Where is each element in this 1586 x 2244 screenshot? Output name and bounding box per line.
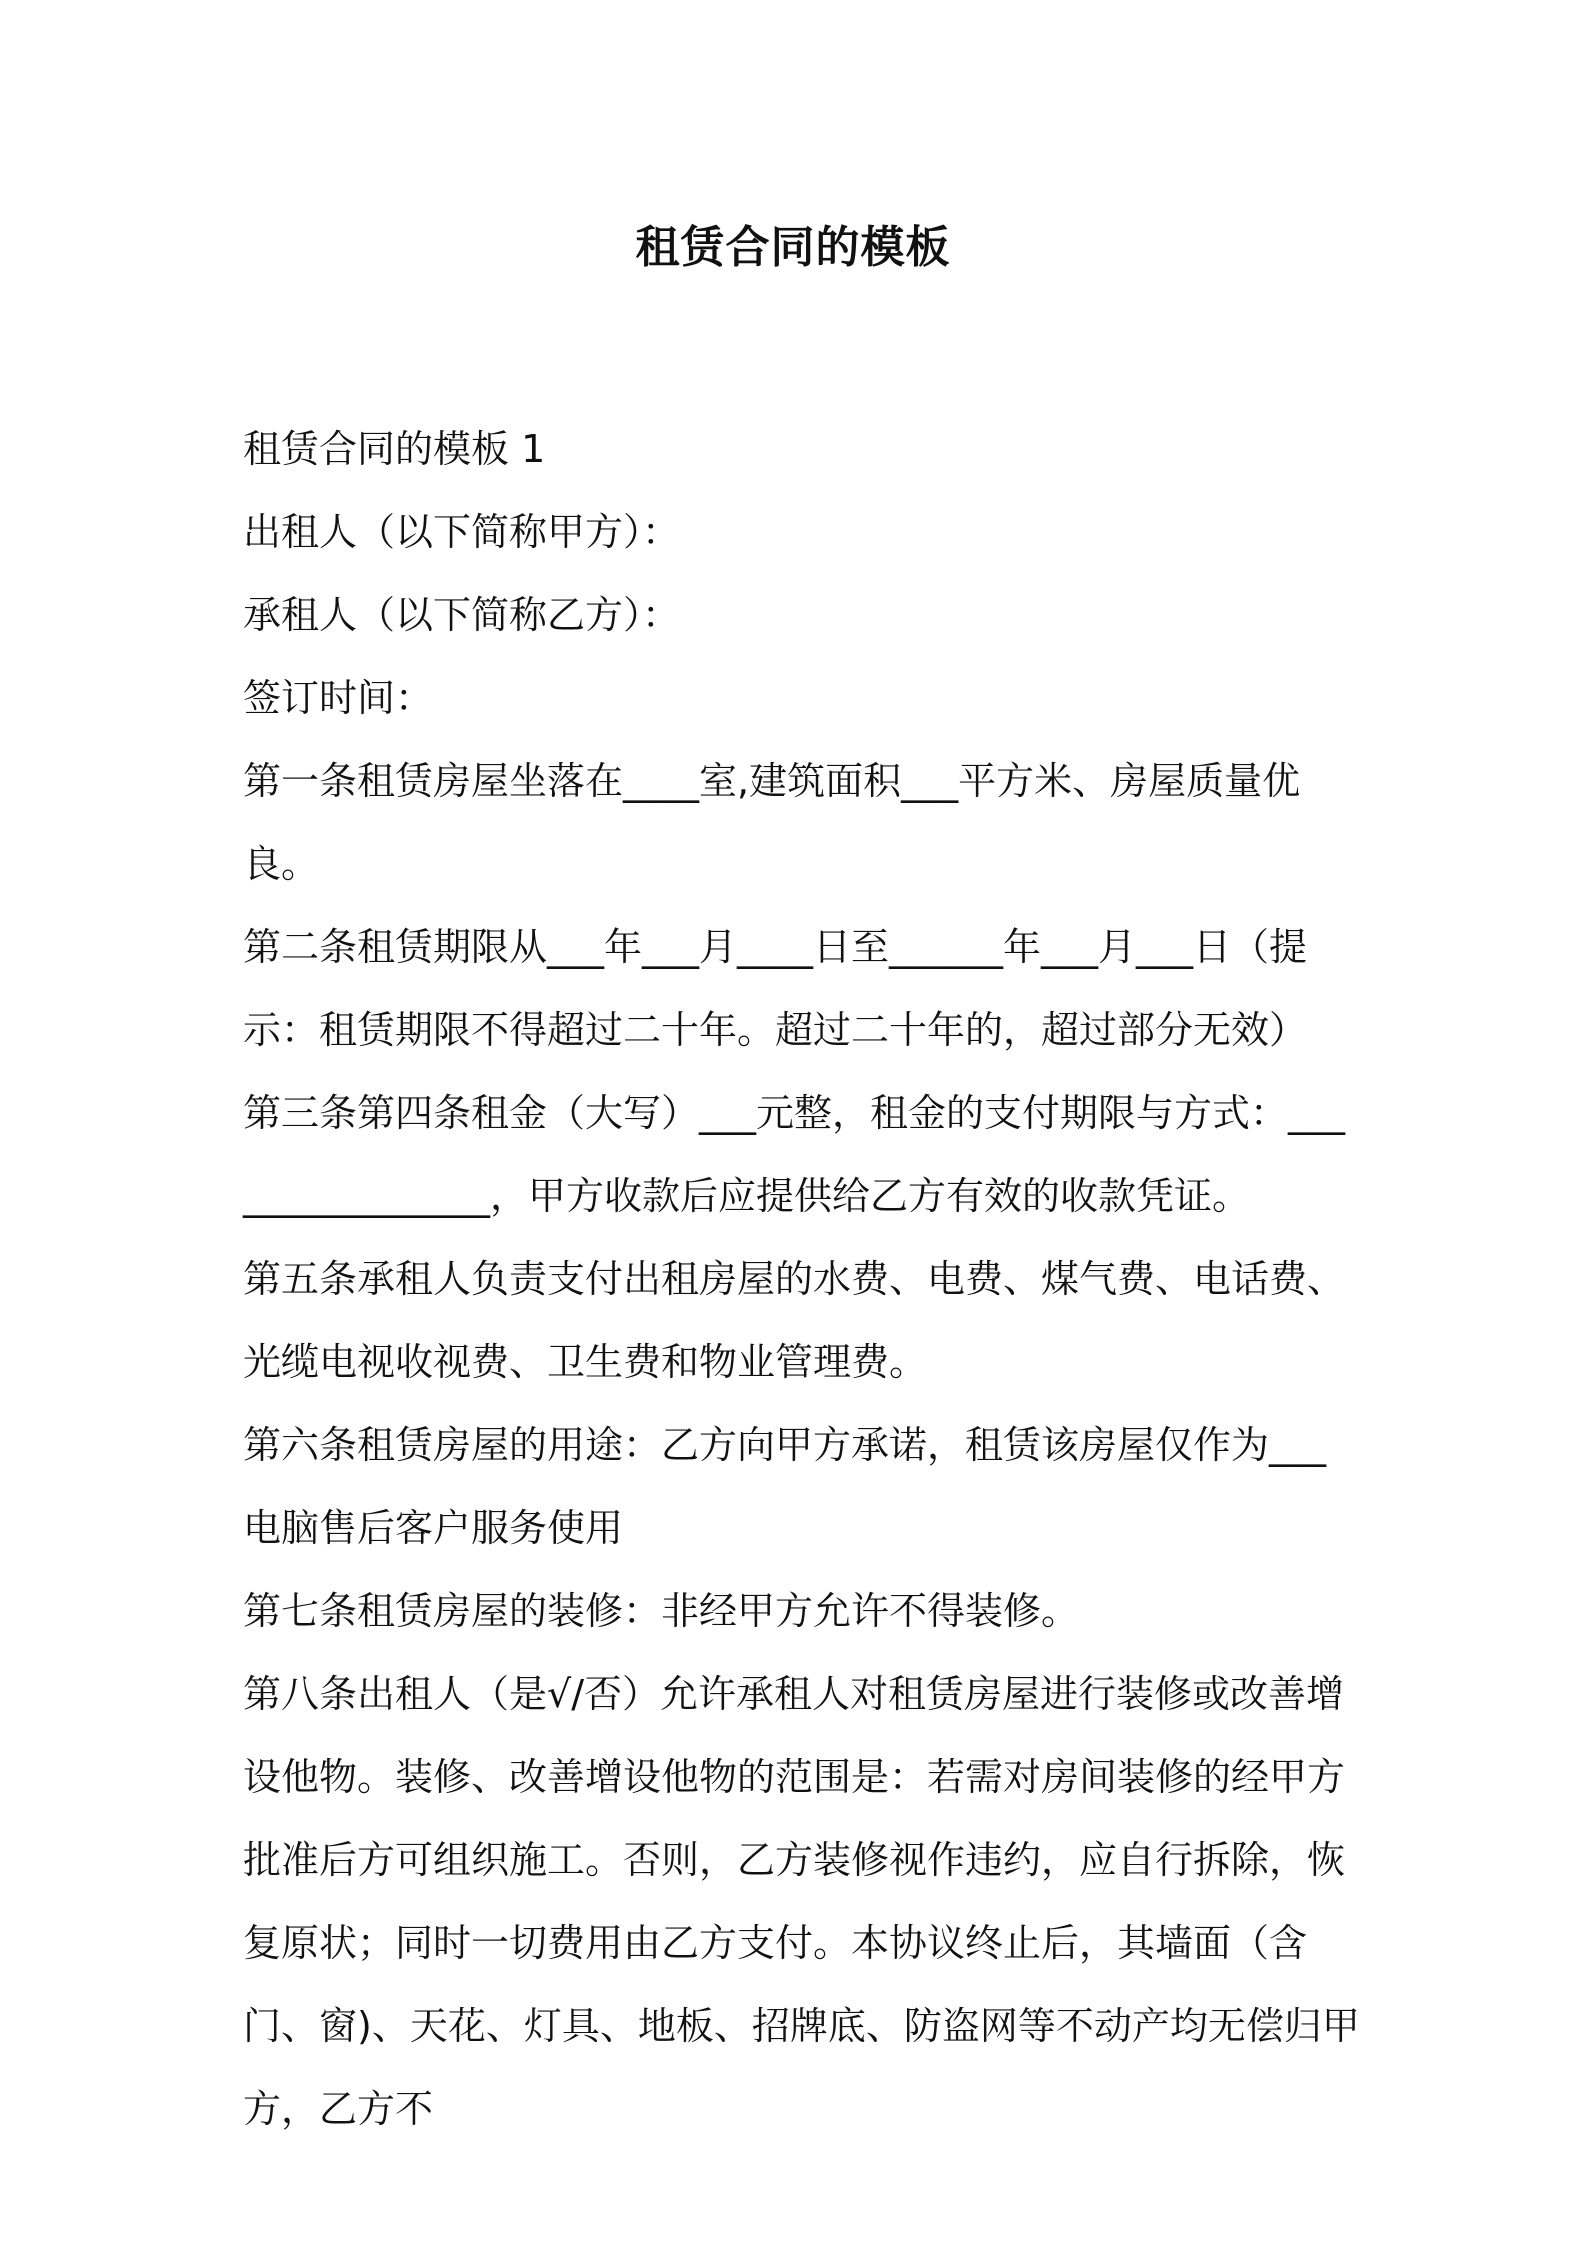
paragraph-template-heading: 租赁合同的模板 1 [243,427,546,471]
paragraph-article-6: 第六条租赁房屋的用途：乙方向甲方承诺，租赁该房屋仅作为___电脑售后客户服务使用 [243,1423,1327,1550]
paragraph-signing-time: 签订时间： [243,676,434,720]
document-title: 租赁合同的模板 [635,222,951,273]
paragraph-lessee: 承租人（以下简称乙方）： [243,593,681,637]
paragraph-article-7: 第七条租赁房屋的装修：非经甲方允许不得装修。 [243,1589,1080,1633]
paragraph-article-8: 第八条出租人（是√/否）允许承租人对租赁房屋进行装修或改善增设他物。装修、改善增设他物的范围是：若需对房间装修的经甲方批准后方可组织施工。否则，乙方装修视作违约，应自行拆除，恢复原状；同时一切费用由乙方支付。本协议终止后，其墙面（含门、窗)、天花、灯具、地板、招牌底、防盗网等不动产均无偿归甲方，乙方不 [243,1672,1360,2131]
paragraph-article-5: 第五条承租人负责支付出租房屋的水费、电费、煤气费、电话费、光缆电视收视费、卫生费和物业管理费。 [243,1257,1346,1384]
paragraph-lessor: 出租人（以下简称甲方）： [243,510,681,554]
document-body [243,408,1363,2151]
paragraph-article-1: 第一条租赁房屋坐落在____室,建筑面积___平方米、房屋质量优良。 [243,759,1301,886]
paragraph-article-3-4: 第三条第四条租金（大写）___元整，租金的支付期限与方式：________________，甲方收款后应提供给乙方有效的收款凭证。 [243,1091,1346,1218]
paragraph-article-2: 第二条租赁期限从___年___月____日至______年___月___日（提示：租赁期限不得超过二十年。超过二十年的，超过部分无效） [243,925,1308,1052]
